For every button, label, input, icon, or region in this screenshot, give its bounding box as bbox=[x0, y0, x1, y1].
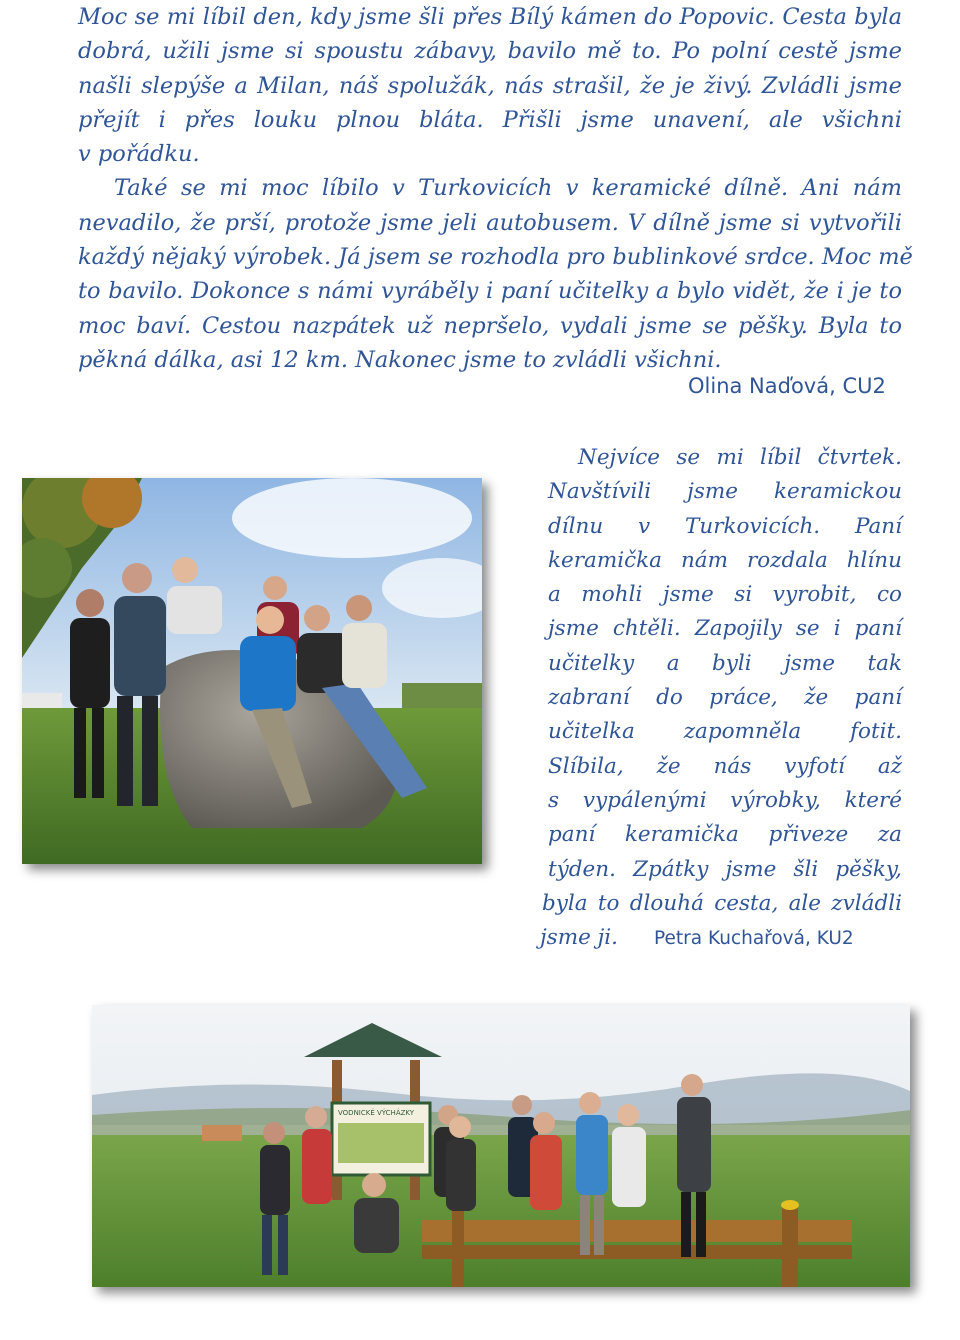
text-line: Nejvíce se mi líbil čtvrtek. bbox=[578, 445, 902, 470]
text-line: každý nějaký výrobek. Já jsem se rozhodla pro bublinkové srdce. Moc mě bbox=[78, 244, 913, 271]
article-petra bbox=[540, 441, 902, 956]
text-line: moc baví. Cestou nazpátek už nepršelo, vydali jsme se pěšky. Byla to bbox=[78, 312, 902, 339]
text-line: to bavilo. Dokonce s námi vyráběly i paní učitelky a bylo vidět, že i je to bbox=[78, 278, 902, 305]
text-line: paní keramička přiveze za bbox=[548, 822, 902, 848]
text-line: zabraní do práce, že paní bbox=[548, 685, 902, 711]
text-line: s vypálenými výrobky, které bbox=[548, 787, 902, 813]
author-signature-petra: Petra Kuchařová, KU2 bbox=[654, 928, 854, 950]
text-line: jsme chtěli. Zapojily se i paní bbox=[548, 616, 902, 642]
text-line: dílnu v Turkovicích. Paní bbox=[548, 513, 902, 539]
text-line: nevadilo, že prší, protože jsme jeli autobusem. V dílně jsme si vytvořili bbox=[78, 209, 902, 236]
author-signature-olina: Olina Naďová, CU2 bbox=[688, 374, 886, 398]
photo-boulder-image bbox=[22, 478, 482, 864]
text-line: Také se mi moc líbilo v Turkovicích v keramické dílně. Ani nám bbox=[114, 175, 902, 202]
text-line: byla to dlouhá cesta, ale zvládli bbox=[542, 890, 902, 916]
text-line: učitelka zapomněla fotit. bbox=[548, 719, 902, 745]
text-line: přejít i přes louku plnou bláta. Přišli jsme unavení, ale všichni bbox=[78, 106, 902, 133]
text-line: dobrá, užili jsme si spoustu zábavy, bavilo mě to. Po polní cestě jsme bbox=[78, 38, 902, 65]
text-line: jsme ji. bbox=[540, 925, 619, 951]
text-line: Slíbila, že nás vyfotí až bbox=[548, 753, 902, 779]
text-line: Moc se mi líbil den, kdy jsme šli přes Bílý kámen do Popovic. Cesta byla bbox=[78, 4, 902, 30]
group-photo-meadow bbox=[92, 1005, 910, 1287]
text-line: pěkná dálka, asi 12 km. Nakonec jsme to zvládli všichni. bbox=[78, 346, 722, 373]
photo-meadow-image bbox=[92, 1005, 910, 1287]
text-line: keramička nám rozdala hlínu bbox=[548, 547, 902, 573]
text-line: učitelky a byli jsme tak bbox=[548, 650, 902, 676]
group-photo-boulder bbox=[22, 478, 482, 864]
text-line: Navštívili jsme keramickou bbox=[548, 479, 902, 505]
text-line: a mohli jsme si vyrobit, co bbox=[548, 582, 902, 608]
text-line: našli slepýše a Milan, náš spolužák, nás strašil, že je živý. Zvládli jsme bbox=[78, 72, 902, 99]
text-line: v pořádku. bbox=[78, 141, 200, 168]
text-line-last bbox=[540, 921, 902, 956]
info-board-title: VODNICKÉ VÝCHÁZKY bbox=[338, 1109, 415, 1117]
article-olina bbox=[78, 0, 913, 377]
text-line: týden. Zpátky jsme šli pěšky, bbox=[548, 856, 902, 882]
